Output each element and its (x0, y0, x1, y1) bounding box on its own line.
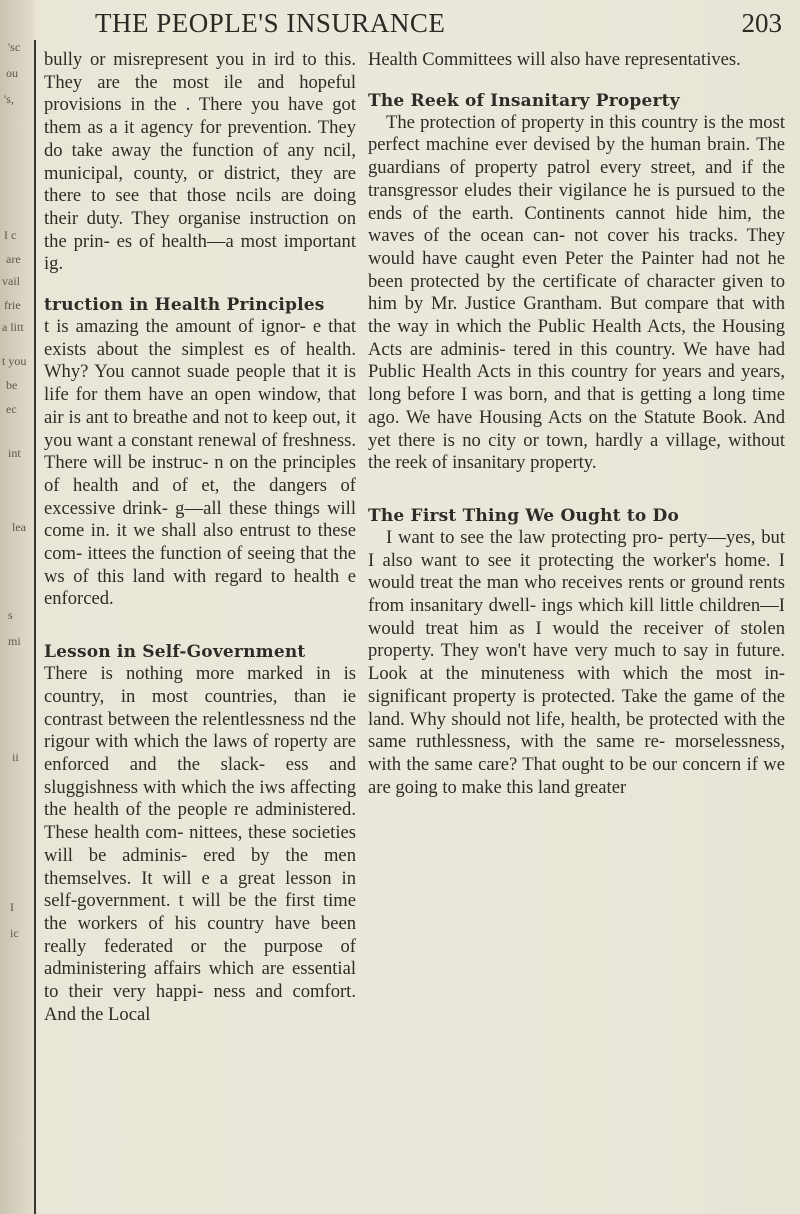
facing-page-gutter (0, 0, 34, 1214)
gutter-fragment: mi (8, 634, 21, 648)
section-heading: truction in Health Principles (44, 295, 325, 316)
running-header (40, 6, 800, 38)
gutter-fragment: are (6, 252, 21, 266)
page-spine-line (34, 40, 36, 1214)
section-heading: Lesson in Self-Government (44, 642, 306, 663)
paragraph: There is nothing more marked in is country, in most countries, than ie contrast between the relentlessness nd the rigour with which the laws of roperty are enforced and the slack- ess and sluggishness with which the iws affecting the health of the people re administered. These health com- nittees, these societies will be adminis- ered by the men themselves. It will e a great lesson in self-government. t will be the first time the workers of his country have been really federated or the purpose of administering affairs which are essential to their very happi- ness and comfort. And the Local (44, 663, 356, 1025)
gutter-fragment: a litt (2, 320, 24, 334)
gutter-fragment: 'sc (8, 40, 21, 54)
running-title: THE PEOPLE'S INSURANCE (95, 8, 446, 38)
paragraph: Health Committees will also have representatives. (368, 49, 741, 70)
gutter-fragment: t you (2, 354, 27, 368)
paragraph: t is amazing the amount of ignor- e that exists about the simplest es of health. Why? You cannot suade people that it is life for them have an open window, that air is ant to breathe and not to keep out, it you want a constant renewal of freshness. There will be instruc- n on the principles of health and of et, the dangers of excessive drink- g—all these things will come in. it we shall also entrust to these com- ittees the function of seeing that the ws of this land with regard to health e enforced. (44, 316, 356, 610)
section-heading: The First Thing We Ought to Do (368, 505, 680, 526)
gutter-fragment: I (10, 900, 14, 914)
section-heading: The Reek of Insanitary Property (368, 90, 680, 111)
gutter-fragment: ii (12, 750, 19, 764)
gutter-fragment: ec (6, 402, 17, 416)
gutter-fragment: s (8, 608, 13, 622)
left-column (44, 49, 356, 1026)
gutter-fragment: ou (6, 66, 18, 80)
right-column (368, 49, 785, 799)
gutter-fragment: vail (2, 274, 20, 288)
gutter-fragment: int (8, 446, 21, 460)
gutter-fragment: lea (12, 520, 26, 534)
page-number: 203 (741, 8, 782, 38)
gutter-fragment: I c (4, 228, 17, 242)
gutter-fragment: 's, (4, 92, 14, 106)
paragraph: bully or misrepresent you in ird to this. They are the most ile and hopeful provisions in the . There you have got them as a it agency for prevention. They do take away the function of any ncil, municipal, county, or district, they are there to see that those ncils are doing their duty. They organise instruction on the prin- es of health—a most important ig. (44, 49, 356, 275)
paragraph: The protection of property in this country is the most perfect machine ever devised by the human brain. The guardians of property patrol every street, and if the transgressor eludes their vigilance he is pursued to the ends of the earth. Continents cannot hide him, the waves of the ocean can- not cover his tracks. They would have caught even Peter the Painter had not he been protected by the certificate of character given to him by Mr. Justice Grantham. But compare that with the way in which the Public Health Acts, the Housing Acts are adminis- tered in this country. We have had Public Health Acts in this country for years and years, long before I was born, and that is getting a long time ago. We have Housing Acts on the Statute Book. And yet there is no city or town, hardly a village, without the reek of insanitary property. (368, 111, 785, 474)
gutter-fragment: ic (10, 926, 19, 940)
gutter-fragment: frie (4, 298, 21, 312)
paragraph: I want to see the law protecting pro- perty—yes, but I also want to see it protecting the worker's home. I would treat the man who receives rents or ground rents from insanitary dwell- ings which kill little children—I would treat him as I would the receiver of stolen property. They won't have very much to say in future. Look at the minuteness with which the most in- significant property is protected. Take the game of the land. Why should not life, health, be protected with the same ruthlessness, with the same re- morselessness, with the same care? That ought to be our concern if we are going to make this land greater (368, 526, 785, 798)
gutter-fragment: be (6, 378, 18, 392)
